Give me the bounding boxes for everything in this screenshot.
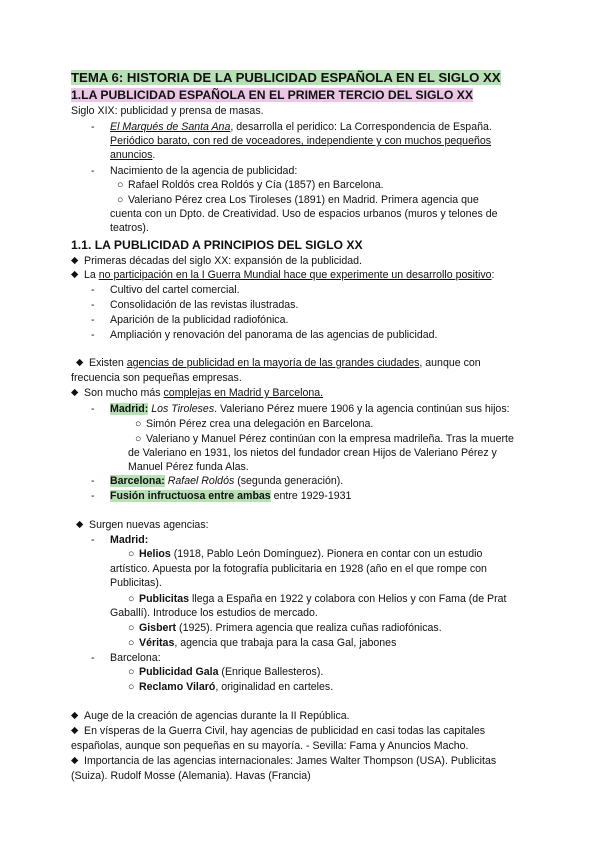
dash-bullet: -: [91, 165, 95, 177]
list-item: Ampliación y renovación del panorama de las agencias de publicidad.: [110, 329, 438, 341]
circle-bullet-icon: ○: [128, 637, 135, 649]
bullet-text: En vísperas de la Guerra Civil, hay agencias de publicidad en casi todas las capitales: [84, 725, 486, 737]
bullet-text: Existen agencias de publicidad en la mayoría de las grandes ciudades, aunque con: [89, 357, 481, 369]
sub-list-item: Gisbert (1925). Primera agencia que realiza cuñas radiofónicas.: [139, 622, 442, 634]
sub-list-item-continuation: artístico. Apuesta por la fotografía publicitaria en 1928 (año en el que rompe con: [110, 563, 487, 575]
list-item: Barcelona: Rafael Roldós (segunda generación).: [110, 475, 344, 487]
diamond-bullet-icon: ◆: [71, 387, 79, 398]
diamond-bullet-icon: ◆: [76, 357, 84, 368]
bullet-text: La no participación en la I Guerra Mundial hace que experimente un desarrollo positivo:: [84, 269, 495, 281]
circle-bullet-icon: ○: [117, 194, 124, 206]
sub-list-item: Valeriano y Manuel Pérez continúan con la empresa madrileña. Tras la muerte: [146, 433, 514, 445]
sub-list-item: Véritas, agencia que trabaja para la casa Gal, jabones: [139, 637, 397, 649]
bullet-text: Primeras décadas del siglo XX: expansión de la publicidad.: [84, 255, 362, 267]
diamond-bullet-icon: ◆: [71, 755, 79, 766]
diamond-bullet-icon: ◆: [71, 725, 79, 736]
list-item: Fusión infructuosa entre ambas entre 1929-1931: [110, 490, 352, 502]
sub-list-item-continuation: cuenta con un Dpto. de Creatividad. Uso de espacios urbanos (muros y telones de: [110, 208, 498, 220]
bullet-text: Importancia de las agencias internacionales: James Walter Thompson (USA). Publicitas: [84, 755, 497, 767]
section-1-1-heading: 1.1. LA PUBLICIDAD A PRINCIPIOS DEL SIGLO XX: [71, 238, 363, 252]
dash-bullet: -: [91, 314, 95, 326]
diamond-bullet-icon: ◆: [71, 269, 79, 280]
sub-list-item-continuation: Publicitas).: [110, 577, 162, 589]
sub-list-item: Valeriano Pérez crea Los Tiroleses (1891) en Madrid. Primera agencia que: [128, 194, 479, 206]
dash-bullet: -: [91, 284, 95, 296]
list-item-continuation: Periódico barato, con red de voceadores, independiente y con muchos pequeños: [110, 135, 492, 147]
list-item: Nacimiento de la agencia de publicidad:: [110, 165, 298, 177]
circle-bullet-icon: ○: [128, 666, 135, 678]
circle-bullet-icon: ○: [128, 681, 135, 693]
list-item: Cultivo del cartel comercial.: [110, 284, 240, 296]
bullet-text-continuation: frecuencia son pequeñas empresas.: [71, 372, 242, 384]
dash-bullet: -: [91, 299, 95, 311]
sub-list-item-continuation: Manuel Pérez funda Alas.: [128, 461, 249, 473]
sub-list-item-continuation: Gaballí). Introduce los estudios de mercado.: [110, 607, 318, 619]
dash-bullet: -: [91, 329, 95, 341]
list-item: Barcelona:: [110, 652, 161, 664]
bullet-text: Surgen nuevas agencias:: [89, 519, 209, 531]
diamond-bullet-icon: ◆: [71, 710, 79, 721]
circle-bullet-icon: ○: [135, 418, 142, 430]
sub-list-item: Rafael Roldós crea Roldós y Cía (1857) en Barcelona.: [128, 179, 384, 191]
diamond-bullet-icon: ◆: [71, 255, 79, 266]
sub-list-item: Simón Pérez crea una delegación en Barcelona.: [146, 418, 374, 430]
list-item: Madrid: Los Tiroleses. Valeriano Pérez muere 1906 y la agencia continúan sus hijos:: [110, 403, 510, 415]
sub-list-item: Reclamo Vilaró, originalidad en carteles.: [139, 681, 334, 693]
list-item-continuation: anuncios.: [110, 149, 156, 161]
bullet-text: Auge de la creación de agencias durante la II República.: [84, 710, 350, 722]
diamond-bullet-icon: ◆: [76, 519, 84, 530]
dash-bullet: -: [91, 490, 95, 502]
dash-bullet: -: [91, 652, 95, 664]
circle-bullet-icon: ○: [128, 622, 135, 634]
intro-text: Siglo XIX: publicidad y prensa de masas.: [71, 105, 264, 117]
section-1-heading: 1.LA PUBLICIDAD ESPAÑOLA EN EL PRIMER TERCIO DEL SIGLO XX: [71, 88, 474, 102]
bullet-text: Son mucho más complejas en Madrid y Barcelona.: [84, 387, 324, 399]
dash-bullet: -: [91, 475, 95, 487]
bullet-text-continuation: españolas, aunque son pequeñas en su mayoría. - Sevilla: Fama y Anuncios Macho.: [71, 740, 469, 752]
sub-list-item: Publicitas llega a España en 1922 y colabora con Helios y con Fama (de Prat: [139, 593, 507, 605]
list-item: El Marqués de Santa Ana, desarrolla el peridico: La Correspondencia de España.: [110, 121, 492, 133]
circle-bullet-icon: ○: [135, 433, 142, 445]
sub-list-item-continuation: teatros).: [110, 222, 149, 234]
circle-bullet-icon: ○: [128, 593, 135, 605]
list-item: Aparición de la publicidad radiofónica.: [110, 314, 289, 326]
sub-list-item: Helios (1918, Pablo León Domínguez). Pionera en contar con un estudio: [139, 548, 483, 560]
dash-bullet: -: [91, 403, 95, 415]
list-item: Madrid:: [110, 534, 149, 546]
circle-bullet-icon: ○: [128, 548, 135, 560]
list-item: Consolidación de las revistas ilustradas.: [110, 299, 299, 311]
bullet-text-continuation: (Suiza). Rudolf Mosse (Alemania). Havas (Francia): [71, 770, 311, 782]
sub-list-item-continuation: de Valeriano en 1931, los nietos del fundador crean Hijos de Valeriano Pérez y: [128, 447, 497, 459]
sub-list-item: Publicidad Gala (Enrique Ballesteros).: [139, 666, 324, 678]
circle-bullet-icon: ○: [117, 179, 124, 191]
dash-bullet: -: [91, 121, 95, 133]
document-title: TEMA 6: HISTORIA DE LA PUBLICIDAD ESPAÑOLA EN EL SIGLO XX: [71, 70, 501, 85]
dash-bullet: -: [91, 534, 95, 546]
